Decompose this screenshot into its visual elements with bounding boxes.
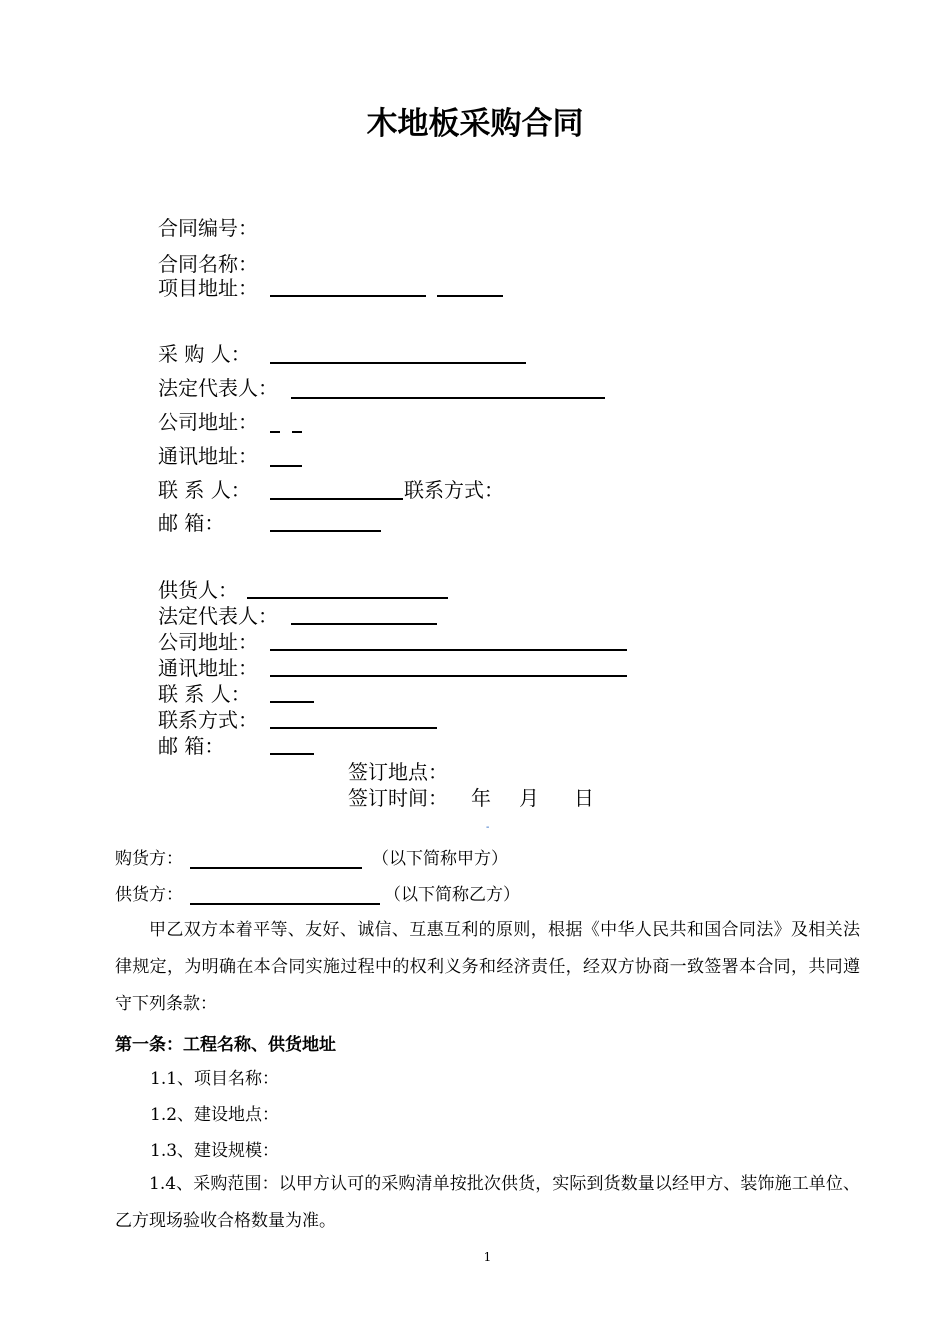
contract-name-label: 合同名称：	[158, 252, 258, 276]
purchaser-mail-address-label: 通讯地址：	[158, 444, 258, 468]
purchaser-contact-method-label: 联系方式：	[404, 478, 504, 502]
supplier-contact-method-blank[interactable]	[270, 727, 437, 729]
supplier-contact-person-label: 联 系 人：	[158, 682, 251, 706]
article-1-item-3: 1.3、建设规模：	[150, 1141, 280, 1161]
signing-year: 年	[471, 786, 491, 810]
supplier-contact-person-blank[interactable]	[270, 701, 314, 703]
buyer-label: 购货方：	[115, 849, 183, 869]
supplier-legal-rep-blank[interactable]	[291, 623, 437, 625]
project-address-blank-2[interactable]	[437, 295, 503, 297]
buyer-blank[interactable]	[190, 867, 362, 869]
supplier-email-blank[interactable]	[270, 753, 314, 755]
article-1-heading: 第一条：工程名称、供货地址	[115, 1035, 336, 1055]
article-1-item-2: 1.2、建设地点：	[150, 1105, 280, 1125]
seller-blank[interactable]	[190, 903, 380, 905]
purchaser-mail-address-blank[interactable]	[270, 465, 302, 467]
purchaser-company-address-label: 公司地址：	[158, 410, 258, 434]
buyer-note: （以下简称甲方）	[372, 849, 508, 869]
seller-note: （以下简称乙方）	[384, 885, 520, 905]
purchaser-contact-person-blank[interactable]	[270, 498, 403, 500]
project-address-label: 项目地址：	[158, 276, 258, 300]
section-separator: -	[486, 822, 490, 833]
purchaser-label: 采 购 人：	[158, 342, 251, 366]
supplier-blank[interactable]	[247, 597, 448, 599]
preamble-paragraph: 甲乙双方本着平等、友好、诚信、互惠互利的原则，根据《中华人民共和国合同法》及相关法律规定，为明确在本合同实施过程中的权利义务和经济责任，经双方协商一致签署本合同，共同遵守下列条款：	[115, 920, 860, 1014]
purchaser-legal-rep-label: 法定代表人：	[158, 376, 278, 400]
supplier-label: 供货人：	[158, 578, 238, 602]
purchaser-email-label: 邮 箱：	[158, 511, 225, 535]
supplier-contact-method-label: 联系方式：	[158, 708, 258, 732]
signing-day: 日	[574, 786, 594, 810]
signing-month: 月	[519, 786, 539, 810]
purchaser-company-address-blank-2[interactable]	[292, 431, 302, 433]
project-address-blank-1[interactable]	[270, 295, 426, 297]
signing-time-label: 签订时间：	[348, 786, 448, 810]
article-1-item-1: 1.1、项目名称：	[150, 1069, 280, 1089]
seller-label: 供货方：	[115, 885, 183, 905]
purchaser-blank[interactable]	[270, 362, 526, 364]
contract-number-label: 合同编号：	[158, 216, 258, 240]
purchaser-company-address-blank-1[interactable]	[270, 431, 280, 433]
purchaser-email-blank[interactable]	[270, 530, 381, 532]
supplier-legal-rep-label: 法定代表人：	[158, 604, 278, 628]
signing-place-label: 签订地点：	[348, 760, 448, 784]
article-1-item-4: 1.4、采购范围：以甲方认可的采购清单按批次供货，实际到货数量以经甲方、装饰施工单位、乙方现场验收合格数量为准。	[115, 1174, 860, 1231]
supplier-company-address-blank[interactable]	[270, 649, 627, 651]
document-title: 木地板采购合同	[366, 106, 584, 142]
supplier-company-address-label: 公司地址：	[158, 630, 258, 654]
supplier-mail-address-blank[interactable]	[270, 675, 627, 677]
supplier-mail-address-label: 通讯地址：	[158, 656, 258, 680]
purchaser-legal-rep-blank[interactable]	[291, 397, 605, 399]
purchaser-contact-person-label: 联 系 人：	[158, 478, 251, 502]
page-number: 1	[483, 1250, 492, 1264]
supplier-email-label: 邮 箱：	[158, 734, 225, 758]
